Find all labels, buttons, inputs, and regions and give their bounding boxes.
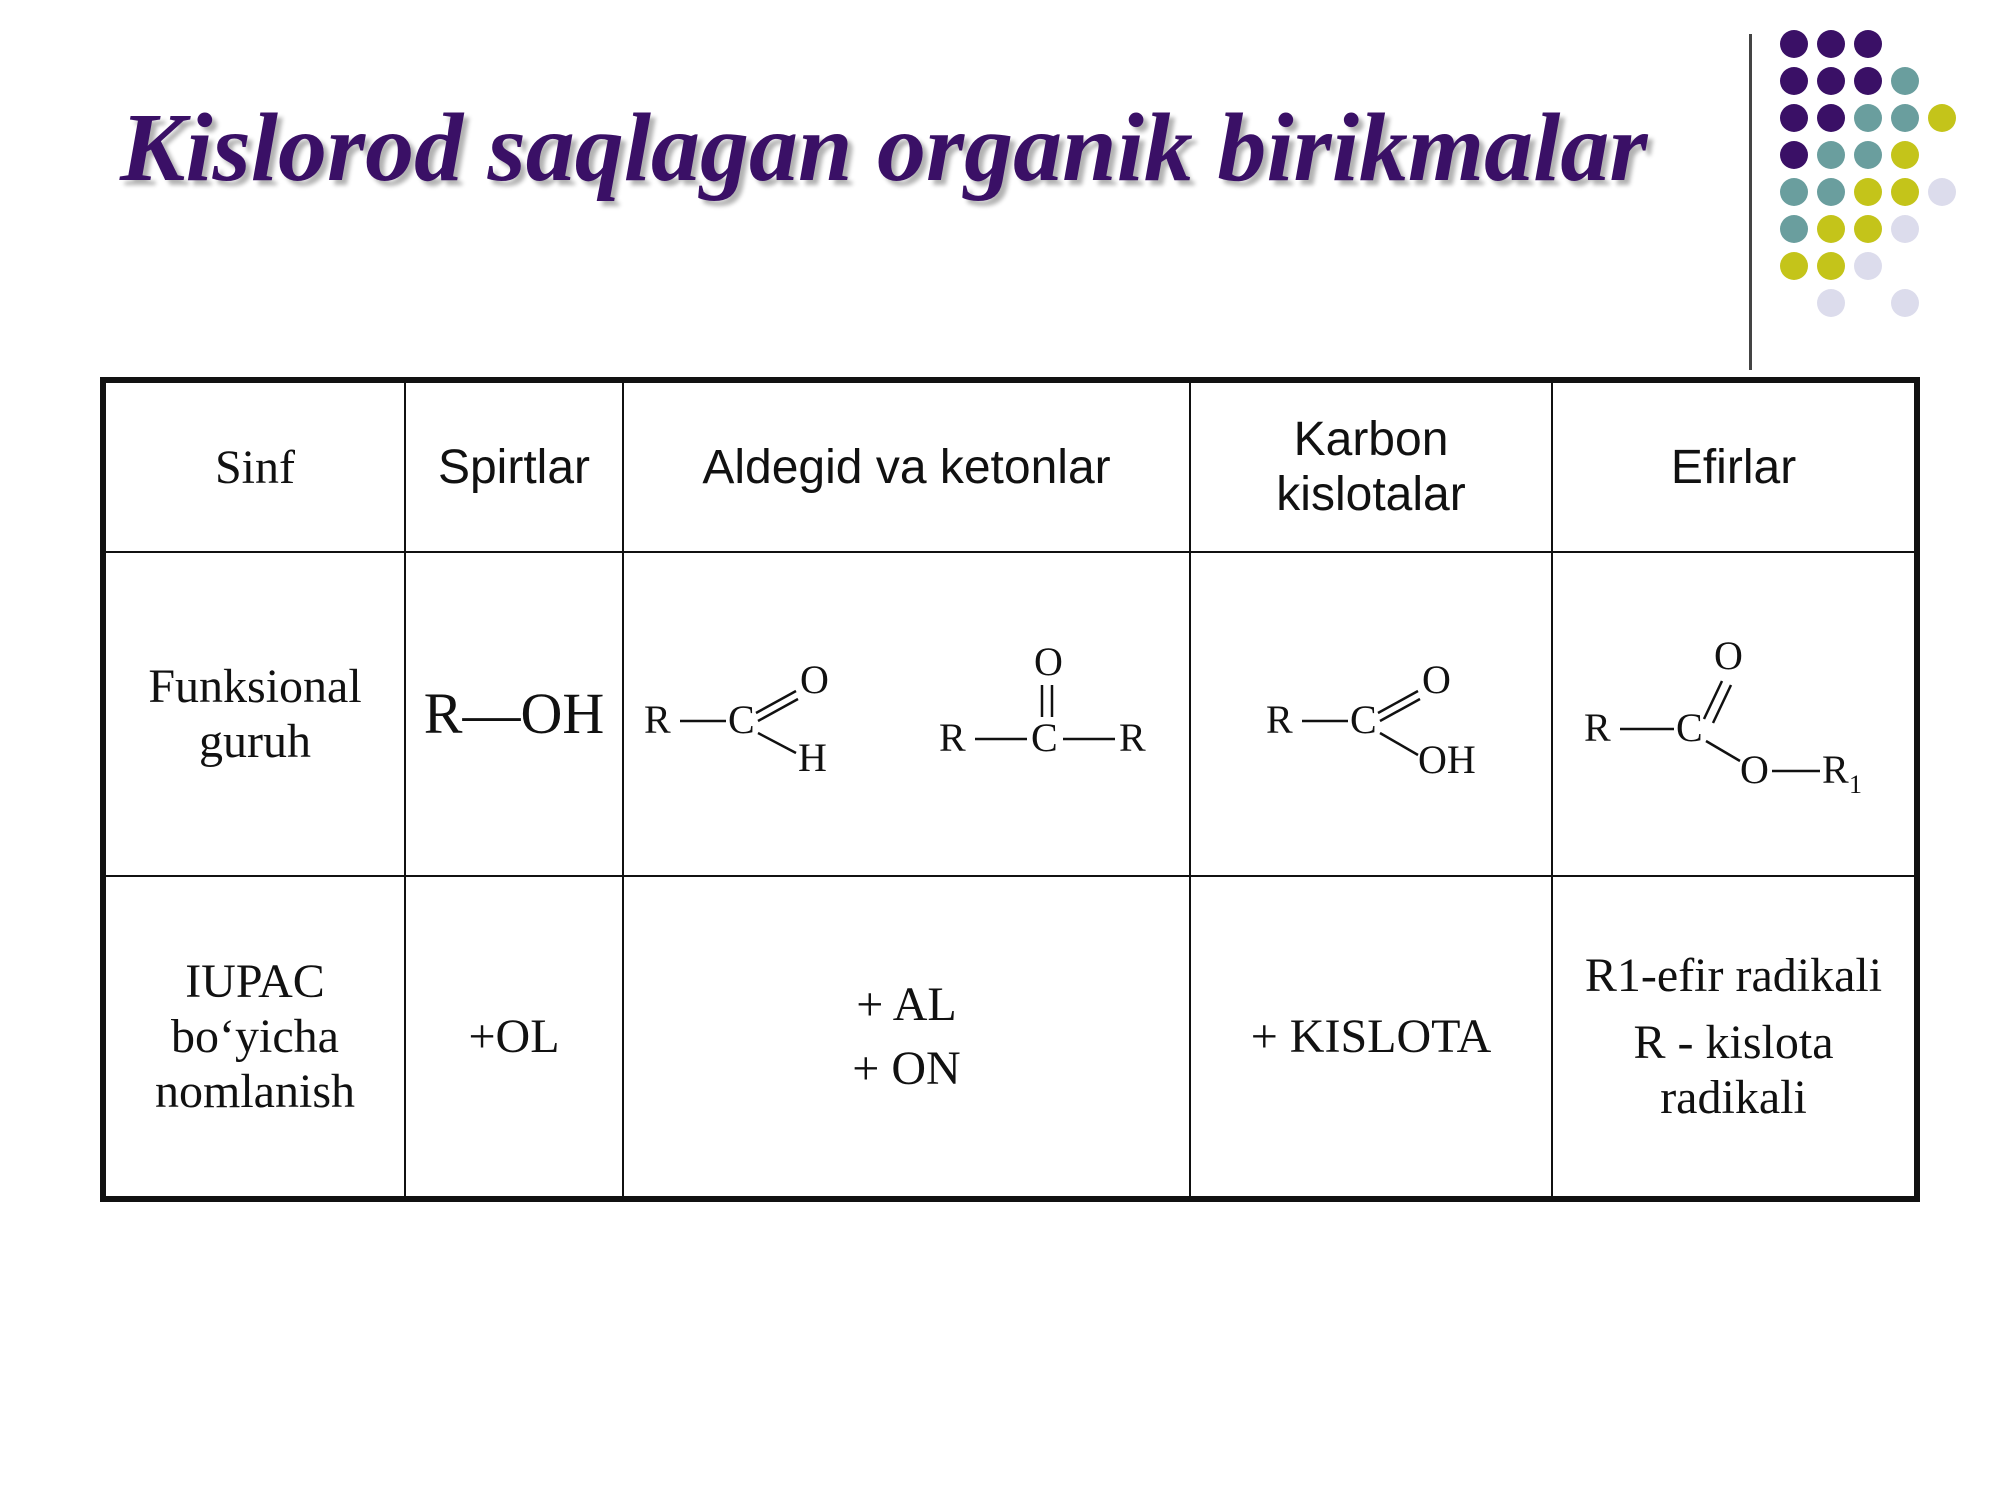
- ketone-suffix: + ON: [852, 1041, 961, 1095]
- decorative-dot: [1891, 215, 1919, 243]
- decorative-dot: [1817, 178, 1845, 206]
- aldehyde-suffix: + AL: [856, 978, 957, 1032]
- decorative-dot: [1891, 141, 1919, 169]
- ketone-r2-label: R: [1118, 715, 1146, 761]
- alcohol-formula: R—OH: [423, 680, 605, 746]
- carboxylic-acid-structure: [1266, 639, 1476, 789]
- aldehyde-structure: [644, 639, 894, 789]
- ester-c-o-bond: [1706, 741, 1740, 761]
- decorative-dot: [1854, 252, 1882, 280]
- ester-double-bond-a: [1704, 681, 1722, 719]
- decorative-dot: [1780, 178, 1808, 206]
- row-label-iupac-naming: IUPAC bo‘yicha nomlanish: [103, 876, 405, 1199]
- decorative-dot: [1928, 178, 1956, 206]
- decorative-dot: [1854, 178, 1882, 206]
- decorative-dot-grid: [1780, 30, 1990, 330]
- ester-r1-label: R: [1821, 747, 1849, 793]
- cell-ester-naming: [1552, 876, 1917, 1199]
- header-cell-aldehydes-ketones: Aldegid va ketonlar: [623, 380, 1190, 552]
- decorative-dot: [1854, 30, 1882, 58]
- ester-c-label: C: [1675, 705, 1703, 751]
- decorative-dot: [1780, 104, 1808, 132]
- acid-r-label: R: [1266, 697, 1293, 743]
- decorative-dot: [1891, 104, 1919, 132]
- acid-oh-label: OH: [1418, 737, 1476, 783]
- ester-naming-line-1: R1-efir radikali: [1584, 948, 1883, 1002]
- ester-naming-line-2: R - kislota: [1633, 1016, 1834, 1069]
- ester-o-single-label: O: [1739, 747, 1769, 793]
- slide-title: Kislorod saqlagan organik birikmalar: [120, 94, 1648, 202]
- decorative-dot: [1854, 215, 1882, 243]
- aldehyde-c-h-bond: [758, 733, 796, 753]
- decorative-dot: [1780, 67, 1808, 95]
- acid-c-label: C: [1350, 697, 1377, 743]
- ester-structure: [1584, 629, 1884, 799]
- organic-compounds-table: [100, 377, 1920, 1202]
- header-cell-class: Sinf: [103, 380, 405, 552]
- aldehyde-h-label: H: [798, 735, 828, 781]
- aldehyde-r-label: R: [644, 697, 672, 743]
- decorative-dot: [1817, 141, 1845, 169]
- decorative-dot: [1928, 104, 1956, 132]
- header-cell-esters: Efirlar: [1552, 380, 1917, 552]
- cell-ester-formula: [1552, 552, 1917, 876]
- decorative-dot: [1854, 104, 1882, 132]
- decorative-dot: [1780, 215, 1808, 243]
- table-header-row: [103, 380, 1917, 552]
- ester-r1-subscript: 1: [1848, 770, 1862, 800]
- cell-acid-formula: [1190, 552, 1552, 876]
- acid-c-oh-bond: [1380, 733, 1418, 755]
- ketone-structure: [939, 639, 1169, 789]
- decorative-dot: [1891, 178, 1919, 206]
- decorative-dot: [1817, 67, 1845, 95]
- decorative-dot: [1780, 252, 1808, 280]
- decorative-dot: [1817, 289, 1845, 317]
- decorative-dot: [1780, 141, 1808, 169]
- cell-alcohol-suffix: +OL: [405, 876, 623, 1199]
- ketone-o-label: O: [1033, 639, 1063, 685]
- decorative-dot: [1891, 289, 1919, 317]
- table-row-iupac-naming: [103, 876, 1917, 1199]
- ketone-c-label: C: [1030, 715, 1058, 761]
- decorative-dot: [1854, 67, 1882, 95]
- decorative-dot: [1817, 104, 1845, 132]
- aldehyde-o-label: O: [800, 657, 830, 703]
- decorative-dot: [1891, 67, 1919, 95]
- vertical-divider: [1749, 34, 1752, 370]
- table-row-functional-group: [103, 552, 1917, 876]
- row-label-functional-group: Funksional guruh: [103, 552, 405, 876]
- cell-aldehyde-ketone-suffix: [623, 876, 1190, 1199]
- cell-alcohol-formula: [405, 552, 623, 876]
- acid-o-label: O: [1422, 657, 1451, 703]
- ester-o-double-label: O: [1713, 633, 1743, 679]
- cell-aldehyde-ketone-formula: [623, 552, 1190, 876]
- ketone-r1-label: R: [938, 715, 966, 761]
- header-cell-carboxylic-acids: Karbon kislotalar: [1190, 380, 1552, 552]
- decorative-dot: [1817, 30, 1845, 58]
- cell-acid-suffix: + KISLOTA: [1190, 876, 1552, 1199]
- ester-double-bond-b: [1713, 685, 1731, 723]
- decorative-dot: [1817, 215, 1845, 243]
- decorative-dot: [1817, 252, 1845, 280]
- ester-r-label: R: [1583, 705, 1611, 751]
- decorative-dot: [1780, 30, 1808, 58]
- ester-naming-line-3: radikali: [1660, 1071, 1807, 1125]
- decorative-dot: [1854, 141, 1882, 169]
- aldehyde-c-label: C: [728, 697, 756, 743]
- header-cell-alcohols: Spirtlar: [405, 380, 623, 552]
